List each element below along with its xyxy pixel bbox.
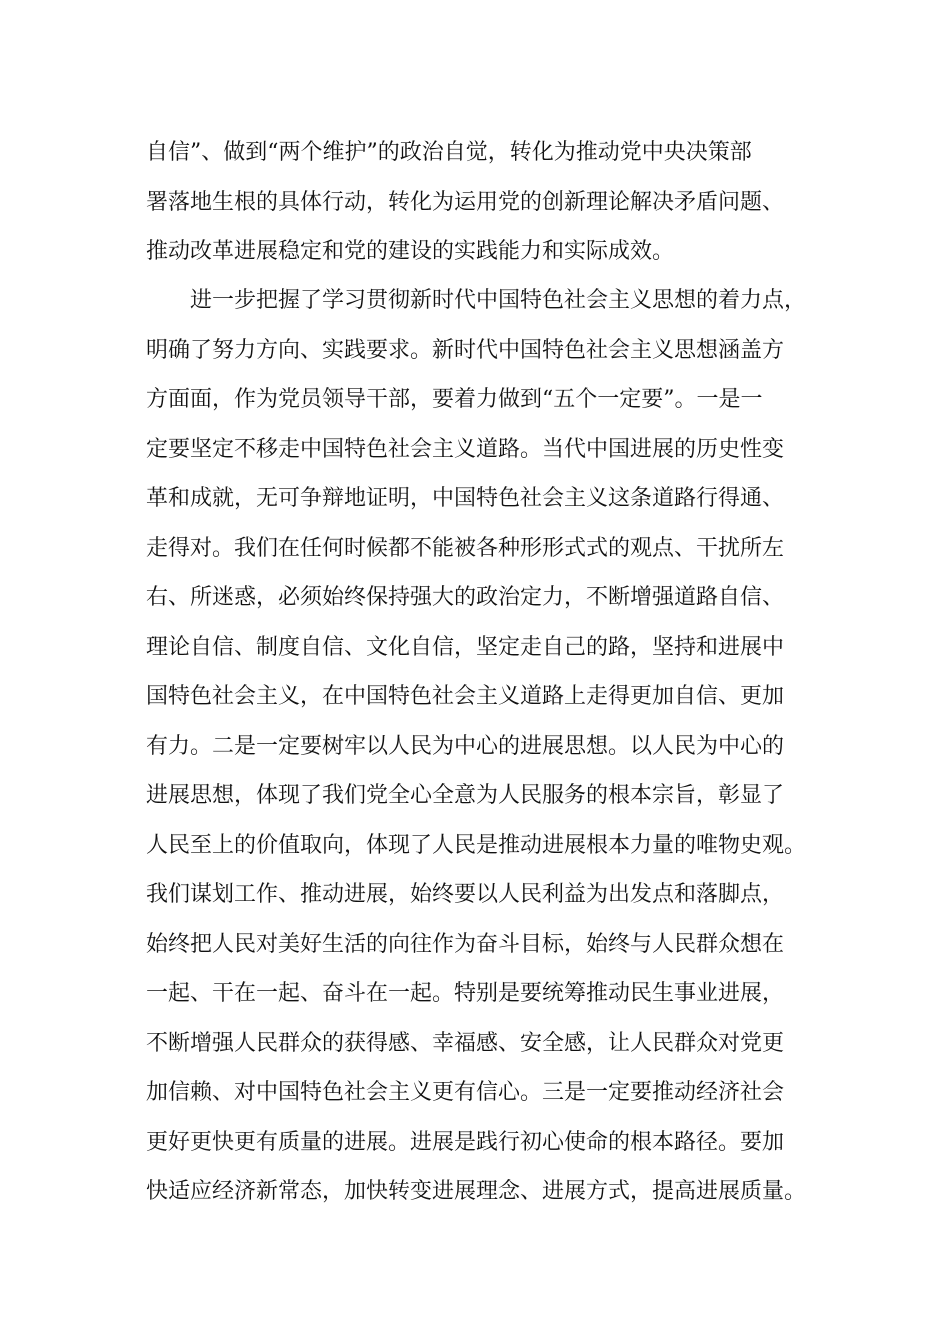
text-line: 更好更快更有质量的进展。进展是践行初心使命的根本路径。要加: [146, 1130, 785, 1155]
text-line: 定要坚定不移走中国特色社会主义道路。当代中国进展的历史性变: [146, 437, 785, 462]
text-line: 革和成就，无可争辩地证明，中国特色社会主义这条道路行得通、: [146, 486, 785, 511]
text-line: 方面面，作为党员领导干部，要着力做到“五个一定要”。一是一: [146, 387, 763, 412]
text-line: 我们谋划工作、推动进展，始终要以人民利益为出发点和落脚点，: [146, 882, 785, 907]
text-line: 国特色社会主义，在中国特色社会主义道路上走得更加自信、更加: [146, 684, 785, 709]
text-line: 自信”、做到“两个维护”的政治自觉，转化为推动党中央决策部: [146, 140, 752, 165]
text-line: 明确了努力方向、实践要求。新时代中国特色社会主义思想涵盖方: [146, 338, 785, 363]
text-line: 右、所迷惑，必须始终保持强大的政治定力，不断增强道路自信、: [146, 585, 785, 610]
text-line: 一起、干在一起、奋斗在一起。特别是要统筹推动民生事业进展，: [146, 981, 785, 1006]
text-line: 加信赖、对中国特色社会主义更有信心。三是一定要推动经济社会: [146, 1080, 785, 1105]
paragraph-first-line: 进一步把握了学习贯彻新时代中国特色社会主义思想的着力点，: [190, 288, 807, 313]
text-line: 走得对。我们在任何时候都不能被各种形形式式的观点、干扰所左: [146, 536, 785, 561]
text-line: 不断增强人民群众的获得感、幸福感、安全感，让人民群众对党更: [146, 1031, 785, 1056]
text-line: 理论自信、制度自信、文化自信，坚定走自己的路，坚持和进展中: [146, 635, 785, 660]
text-line: 进展思想，体现了我们党全心全意为人民服务的根本宗旨，彰显了: [146, 783, 785, 808]
text-line: 署落地生根的具体行动，转化为运用党的创新理论解决矛盾问题、: [146, 190, 785, 215]
text-line: 有力。二是一定要树牢以人民为中心的进展思想。以人民为中心的: [146, 734, 785, 759]
text-line: 推动改革进展稳定和党的建设的实践能力和实际成效。: [146, 239, 675, 264]
text-line: 始终把人民对美好生活的向往作为奋斗目标，始终与人民群众想在: [146, 932, 785, 957]
text-line: 人民至上的价值取向，体现了人民是推动进展根本力量的唯物史观。: [146, 833, 807, 858]
text-line: 快适应经济新常态，加快转变进展理念、进展方式，提高进展质量。: [146, 1179, 807, 1204]
